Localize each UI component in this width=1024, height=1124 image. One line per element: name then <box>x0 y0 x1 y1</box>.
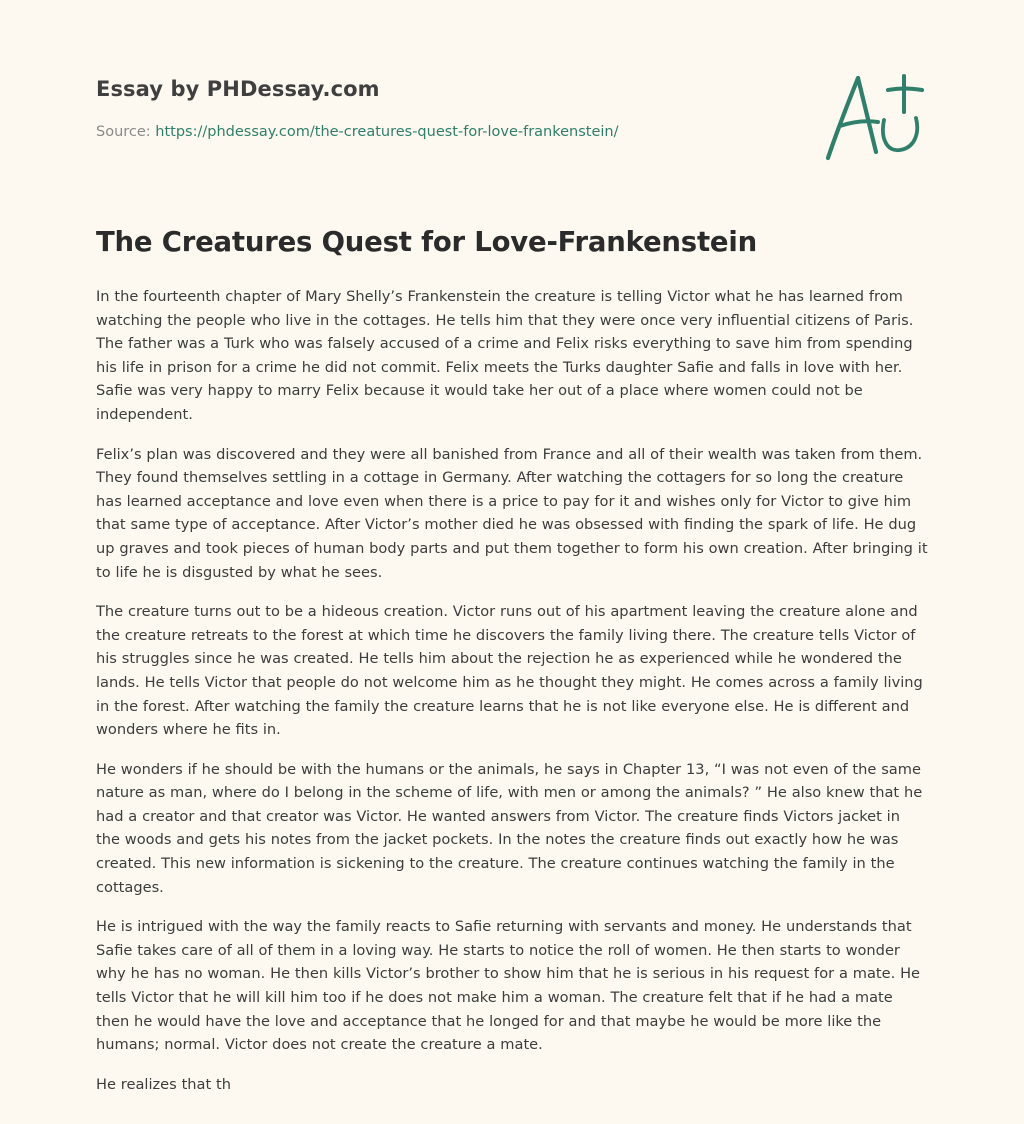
source-link[interactable]: https://phdessay.com/the-creatures-quest-for-love-frankenstein/ <box>155 124 619 140</box>
essay-paragraph: He is intrigued with the way the family reacts to Safie returning with servants and money. He understands that Safie takes care of all of them in a loving way. He starts to notice the roll of women. He then starts to wonder why he has no woman. He then kills Victor’s brother to show him that he is serious in his request for a mate. He tells Victor that he will kill him too if he does not make him a woman. The creature felt that if he had a mate then he would have the love and acceptance that he longed for and that maybe he would be more like the humans; normal. Victor does not create the creature a mate. <box>96 918 921 1054</box>
essay-title: The Creatures Quest for Love-Frankenstein <box>96 226 757 258</box>
source-label: Source: <box>96 124 156 140</box>
essay-paragraph: The creature turns out to be a hideous creation. Victor runs out of his apartment leaving the creature alone and the creature retreats to the forest at which time he discovers the family living there. The creature tells Victor of his struggles since he was created. He tells him about the rejection he as experienced while he wondered the lands. He tells Victor that people do not welcome him as he thought they might. He comes across a family living in the forest. After watching the family the creature learns that he is not like everyone else. He is different and wonders where he fits in. <box>96 603 923 739</box>
essay-paragraph: Felix’s plan was discovered and they were all banished from France and all of their wealth was taken from them. They found themselves settling in a cottage in Germany. After watching the cottagers for so long the creature has learned acceptance and love even when there is a price to pay for it and wishes only for Victor to give him that same type of acceptance. After Victor’s mother died he was obsessed with finding the spark of life. He dug up graves and took pieces of human body parts and put them together to form his own creation. After bringing it to life he is disgusted by what he sees. <box>96 445 928 581</box>
site-brand: Essay by PHDessay.com <box>96 77 380 101</box>
source-line <box>96 124 619 140</box>
essay-paragraph-truncated: He realizes that th <box>96 1075 232 1093</box>
essay-paragraph: In the fourteenth chapter of Mary Shelly’s Frankenstein the creature is telling Victor what he has learned from watching the people who live in the cottages. He tells him that they were once very influential citizens of Paris. The father was a Turk who was falsely accused of a crime and Felix risks everything to save him from spending his life in prison for a crime he did not commit. Felix meets the Turks daughter Safie and falls in love with her. Safie was very happy to marry Felix because it would take her out of a place where women could not be independent. <box>96 288 914 423</box>
essay-paragraph: He wonders if he should be with the humans or the animals, he says in Chapter 13, “I was not even of the same nature as man, where do I belong in the scheme of life, with men or among the animals? ” He also knew that he had a creator and that creator was Victor. He wanted answers from Victor. The creature finds Victors jacket in the woods and gets his notes from the jacket pockets. In the notes the creature finds out exactly how he was created. This new information is sickening to the creature. The creature continues watching the family in the cottages. <box>96 760 923 896</box>
a-plus-logo-icon <box>824 68 928 166</box>
essay-body <box>96 285 928 1096</box>
